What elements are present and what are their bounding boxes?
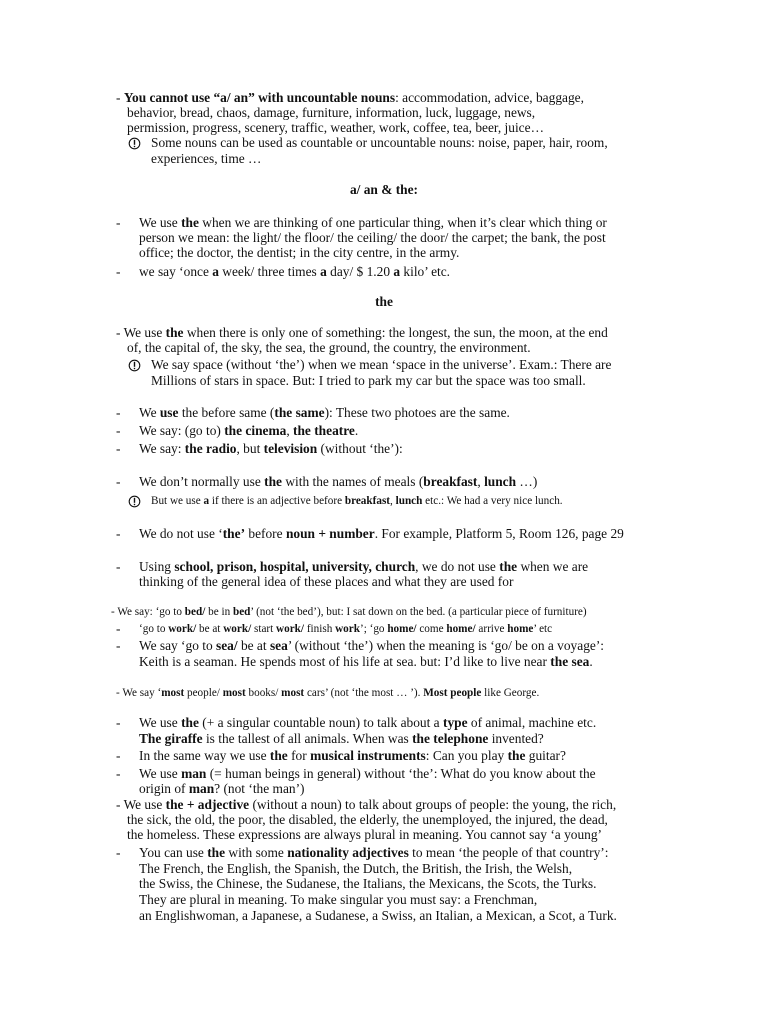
text-line bbox=[139, 574, 513, 590]
bold-text: use bbox=[159, 405, 179, 420]
text-segment: - We use bbox=[116, 325, 166, 340]
bold-text: a/ an & the: bbox=[349, 182, 419, 197]
bold-text: a bbox=[203, 495, 210, 507]
text-line bbox=[116, 90, 584, 106]
text-line bbox=[139, 441, 403, 457]
text-line bbox=[151, 373, 586, 389]
text-segment: with the names of meals ( bbox=[281, 474, 424, 489]
bold-text: most bbox=[281, 687, 305, 699]
text-segment: …) bbox=[516, 474, 538, 489]
text-segment: arrive bbox=[475, 623, 508, 635]
text-segment: ’ (not ‘the bed’), but: I sat down on the bed. (a particular piece of furniture) bbox=[250, 606, 587, 618]
dash-bullet: - bbox=[116, 715, 121, 730]
text-line bbox=[139, 230, 606, 246]
text-segment: invented? bbox=[488, 731, 544, 746]
dash-bullet: - bbox=[116, 766, 121, 781]
text-segment: cars’ (not ‘the most … ’). bbox=[304, 687, 424, 699]
bold-text: a bbox=[212, 264, 219, 279]
text-line bbox=[139, 908, 617, 924]
text-segment: (+ a singular countable noun) to talk about a bbox=[198, 715, 443, 730]
text-line bbox=[151, 357, 611, 373]
text-segment: people/ bbox=[184, 687, 223, 699]
bold-text: lunch bbox=[395, 495, 423, 507]
bold-text: lunch bbox=[484, 474, 517, 489]
bold-text: nationality adjectives bbox=[287, 845, 409, 860]
bold-text: the radio bbox=[184, 441, 237, 456]
text-segment: But we use bbox=[151, 495, 204, 507]
text-segment: We say: bbox=[139, 441, 185, 456]
bold-text: man bbox=[181, 766, 207, 781]
text-line bbox=[0, 294, 768, 310]
text-line bbox=[139, 654, 593, 670]
text-segment: - We use bbox=[116, 797, 166, 812]
text-line bbox=[127, 340, 531, 356]
text-line bbox=[139, 526, 624, 542]
bold-text: the bbox=[375, 294, 393, 309]
text-segment: , bbox=[286, 423, 294, 438]
dash-bullet: - bbox=[116, 264, 121, 279]
text-line bbox=[139, 715, 596, 731]
text-segment: We do not use ‘ bbox=[139, 526, 223, 541]
text-segment: , we do not use bbox=[415, 559, 500, 574]
text-line bbox=[139, 245, 459, 261]
bold-text: musical instruments bbox=[310, 748, 426, 763]
bold-text: television bbox=[263, 441, 318, 456]
bold-text: the telephone bbox=[412, 731, 489, 746]
bold-text: the theatre bbox=[293, 423, 355, 438]
text-segment: We use bbox=[139, 715, 182, 730]
bold-text: the bbox=[181, 215, 199, 230]
text-line bbox=[139, 215, 607, 231]
text-segment: day/ $ 1.20 bbox=[326, 264, 394, 279]
text-segment: an Englishwoman, a Japanese, a Sudanese, a Swiss, an Italian, a Mexican, a Scot, a Turk. bbox=[139, 908, 617, 923]
bold-text: home/ bbox=[387, 623, 417, 635]
text-line bbox=[139, 876, 596, 892]
bold-text: a bbox=[320, 264, 327, 279]
text-segment: books/ bbox=[245, 687, 282, 699]
text-segment: the sick, the old, the poor, the disabled, the elderly, the unemployed, the injured, the dead, bbox=[127, 812, 608, 827]
text-segment: The French, the English, the Spanish, the Dutch, the British, the Irish, the Welsh, bbox=[139, 861, 573, 876]
text-segment: of, the capital of, the sky, the sea, the ground, the country, the environment. bbox=[127, 340, 531, 355]
dash-bullet: - bbox=[116, 423, 121, 438]
bold-text: the bbox=[264, 474, 282, 489]
text-segment: experiences, time … bbox=[151, 151, 262, 166]
text-segment: (= human beings in general) without ‘the’: What do you know about the bbox=[206, 766, 596, 781]
bold-text: breakfast bbox=[344, 495, 391, 507]
bold-text: school, prison, hospital, university, church bbox=[174, 559, 416, 574]
text-segment: Using bbox=[139, 559, 175, 574]
text-line bbox=[139, 474, 537, 490]
text-segment: , bbox=[477, 474, 485, 489]
text-segment: behavior, bread, chaos, damage, furniture, information, luck, luggage, news, bbox=[127, 105, 536, 120]
text-segment: ‘go to bbox=[139, 623, 169, 635]
bold-text: work bbox=[335, 623, 360, 635]
text-segment: for bbox=[287, 748, 311, 763]
text-segment: ’ etc bbox=[533, 623, 553, 635]
dash-bullet: - bbox=[116, 748, 121, 763]
bold-text: The giraffe bbox=[139, 731, 203, 746]
bold-text: Most people bbox=[423, 687, 482, 699]
text-line bbox=[116, 685, 539, 701]
text-line bbox=[127, 120, 544, 136]
text-segment: We say ‘go to bbox=[139, 638, 217, 653]
text-segment: start bbox=[251, 623, 277, 635]
text-segment: ): These two photoes are the same. bbox=[324, 405, 510, 420]
text-line bbox=[139, 264, 450, 280]
text-line bbox=[139, 845, 609, 861]
text-segment: origin of bbox=[139, 781, 189, 796]
text-segment: be at bbox=[237, 638, 270, 653]
text-segment: come bbox=[416, 623, 447, 635]
text-line bbox=[127, 812, 608, 828]
text-segment: (without a noun) to talk about groups of people: the young, the rich, bbox=[249, 797, 617, 812]
bold-text: bed bbox=[232, 606, 251, 618]
text-line bbox=[139, 748, 566, 764]
text-segment: , bbox=[390, 495, 396, 507]
text-line bbox=[139, 559, 588, 575]
text-segment: we say ‘once bbox=[139, 264, 213, 279]
bold-text: You cannot use “a/ an” with uncountable nouns bbox=[123, 90, 396, 105]
bold-text: the sea bbox=[550, 654, 590, 669]
text-line bbox=[151, 135, 608, 151]
text-line bbox=[116, 797, 616, 813]
bold-text: the same bbox=[274, 405, 325, 420]
text-segment: when there is only one of something: the longest, the sun, the moon, at the end bbox=[183, 325, 608, 340]
bold-text: sea bbox=[269, 638, 288, 653]
text-segment: is the tallest of all animals. When was bbox=[202, 731, 413, 746]
bold-text: home bbox=[507, 623, 534, 635]
bold-text: the bbox=[165, 325, 184, 340]
text-segment: You can use bbox=[139, 845, 208, 860]
text-segment: We say: (go to) bbox=[139, 423, 225, 438]
text-line bbox=[139, 731, 544, 747]
text-segment: kilo’ etc. bbox=[400, 264, 451, 279]
text-segment: ? (not ‘the man’) bbox=[214, 781, 305, 796]
text-segment: In the same way we use bbox=[139, 748, 270, 763]
bold-text: the bbox=[181, 715, 199, 730]
text-line bbox=[111, 604, 587, 620]
bold-text: bed/ bbox=[184, 606, 206, 618]
text-segment: We use bbox=[139, 766, 182, 781]
bold-text: the bbox=[499, 559, 518, 574]
text-segment: office; the doctor, the dentist; in the city centre, in the army. bbox=[139, 245, 460, 260]
bold-text: most bbox=[222, 687, 246, 699]
warning-icon bbox=[128, 137, 141, 150]
bold-text: most bbox=[161, 687, 185, 699]
text-segment: ’; ‘go bbox=[359, 623, 388, 635]
dash-bullet: - bbox=[116, 559, 121, 574]
text-segment: - We say: ‘go to bbox=[111, 606, 185, 618]
text-segment: with some bbox=[225, 845, 288, 860]
text-segment: : accommodation, advice, baggage, bbox=[395, 90, 584, 105]
text-segment: the homeless. These expressions are always plural in meaning. You cannot say ‘a young’ bbox=[127, 827, 603, 842]
bold-text: noun + number bbox=[285, 526, 375, 541]
dash-bullet: - bbox=[116, 405, 121, 420]
text-segment: thinking of the general idea of these places and what they are used for bbox=[139, 574, 514, 589]
text-segment: etc.: We had a very nice lunch. bbox=[422, 495, 563, 507]
dash-bullet: - bbox=[116, 621, 121, 636]
text-line bbox=[139, 892, 537, 908]
bold-text: the + adjective bbox=[165, 797, 250, 812]
text-segment: Some nouns can be used as countable or uncountable nouns: noise, paper, hair, room, bbox=[151, 135, 608, 150]
text-segment: Millions of stars in space. But: I tried to park my car but the space was too small. bbox=[151, 373, 586, 388]
text-segment: : Can you play bbox=[425, 748, 508, 763]
text-line bbox=[139, 638, 604, 654]
text-segment: , but bbox=[236, 441, 264, 456]
bold-text: work/ bbox=[168, 623, 197, 635]
text-segment: be in bbox=[205, 606, 233, 618]
dash-bullet: - bbox=[116, 526, 121, 541]
text-segment: of animal, machine etc. bbox=[467, 715, 597, 730]
bold-text: sea/ bbox=[216, 638, 238, 653]
text-segment: . bbox=[589, 654, 593, 669]
text-line bbox=[151, 151, 261, 167]
text-line bbox=[0, 182, 768, 198]
dash-bullet: - bbox=[116, 474, 121, 489]
text-line bbox=[139, 781, 305, 797]
text-segment: They are plural in meaning. To make singular you must say: a Frenchman, bbox=[139, 892, 538, 907]
text-segment: the before same ( bbox=[178, 405, 275, 420]
text-line bbox=[127, 105, 535, 121]
text-line bbox=[116, 325, 608, 341]
text-segment: like George. bbox=[481, 687, 540, 699]
bold-text: breakfast bbox=[423, 474, 478, 489]
text-segment: ’ (without ‘the’) when the meaning is ‘go/ be on a voyage’: bbox=[287, 638, 605, 653]
text-line bbox=[151, 493, 563, 509]
text-segment: - bbox=[116, 90, 124, 105]
text-segment: We don’t normally use bbox=[139, 474, 265, 489]
bold-text: the cinema bbox=[224, 423, 287, 438]
text-segment: before bbox=[245, 526, 286, 541]
warning-icon bbox=[128, 359, 141, 372]
text-segment: week/ three times bbox=[218, 264, 321, 279]
bold-text: the bbox=[507, 748, 526, 763]
text-line bbox=[127, 827, 602, 843]
text-segment: We bbox=[139, 405, 160, 420]
text-segment: finish bbox=[304, 623, 336, 635]
text-line bbox=[139, 766, 596, 782]
dash-bullet: - bbox=[116, 441, 121, 456]
dash-bullet: - bbox=[116, 845, 121, 860]
bold-text: the bbox=[269, 748, 288, 763]
bold-text: a bbox=[393, 264, 401, 279]
text-segment: when we are bbox=[517, 559, 589, 574]
dash-bullet: - bbox=[116, 638, 121, 653]
text-segment: be at bbox=[196, 623, 224, 635]
text-segment: when we are thinking of one particular thing, when it’s clear which thing or bbox=[198, 215, 607, 230]
bold-text: type bbox=[442, 715, 468, 730]
text-segment: guitar? bbox=[525, 748, 566, 763]
text-segment: person we mean: the light/ the floor/ the ceiling/ the door/ the carpet; the bank, the post bbox=[139, 230, 606, 245]
bold-text: work/ bbox=[276, 623, 305, 635]
text-segment: to mean ‘the people of that country’: bbox=[408, 845, 609, 860]
bold-text: the bbox=[207, 845, 226, 860]
text-segment: Keith is a seaman. He spends most of his life at sea. but: I’d like to live near bbox=[139, 654, 551, 669]
text-segment: (without ‘the’): bbox=[317, 441, 403, 456]
text-segment: We say space (without ‘the’) when we mean ‘space in the universe’. Exam.: There are bbox=[151, 357, 612, 372]
dash-bullet: - bbox=[116, 215, 121, 230]
bold-text: work/ bbox=[223, 623, 252, 635]
bold-text: the’ bbox=[222, 526, 246, 541]
text-segment: permission, progress, scenery, traffic, weather, work, coffee, tea, beer, juice… bbox=[127, 120, 544, 135]
text-segment: . For example, Platform 5, Room 126, page 29 bbox=[374, 526, 624, 541]
text-line bbox=[139, 861, 572, 877]
text-line bbox=[139, 621, 552, 637]
text-line bbox=[139, 405, 510, 421]
text-segment: if there is an adjective before bbox=[209, 495, 345, 507]
text-segment: . bbox=[354, 423, 359, 438]
text-segment: the Swiss, the Chinese, the Sudanese, the Italians, the Mexicans, the Scots, the Turks. bbox=[139, 876, 597, 891]
text-segment: - We say ‘ bbox=[116, 687, 162, 699]
bold-text: home/ bbox=[446, 623, 476, 635]
text-segment: We use bbox=[139, 215, 182, 230]
warning-icon bbox=[128, 495, 141, 508]
text-line bbox=[139, 423, 358, 439]
bold-text: man bbox=[188, 781, 215, 796]
